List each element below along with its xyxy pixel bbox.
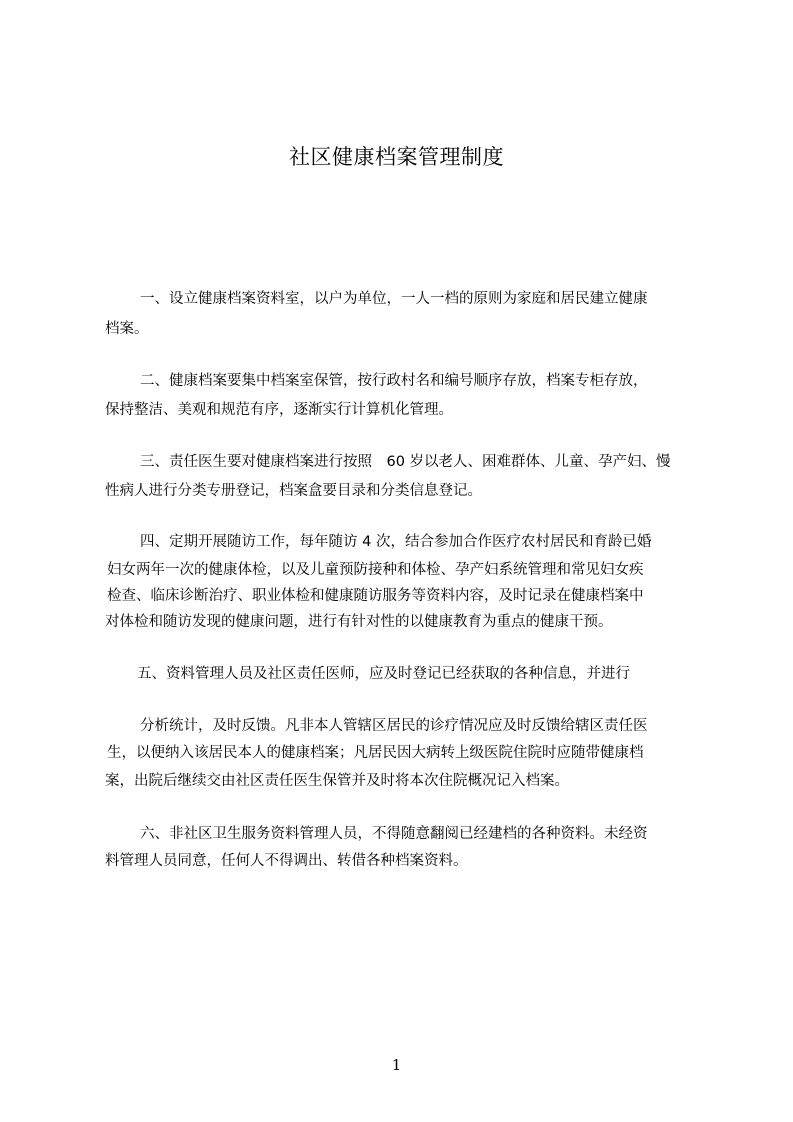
paragraph-4-line-2: 妇女两年一次的健康体检，以及儿童预防接种和体检、孕产妇系统管理和常见妇女疾 (107, 562, 644, 578)
paragraph-2-line-2: 保持整洁、美观和规范有序，逐渐实行计算机化管理。 (105, 402, 453, 418)
paragraph-3-line-1: 三、责任医生要对健康档案进行按照 60 岁以老人、困难群体、儿童、孕产妇、慢 (140, 454, 671, 470)
paragraph-4-line-4: 对体检和随访发现的健康问题，进行有针对性的以健康教育为重点的健康干预。 (105, 614, 613, 630)
paragraph-5-cont-line-3: 案，出院后继续交由社区责任医生保管并及时将本次住院概况记入档案。 (105, 773, 569, 789)
page-number: 1 (391, 1056, 402, 1074)
paragraph-6-line-1: 六、非社区卫生服务资料管理人员，不得随意翻阅已经建档的各种资料。未经资 (140, 826, 648, 842)
paragraph-6-line-2: 料管理人员同意，任何人不得调出、转借各种档案资料。 (105, 853, 468, 869)
paragraph-5-cont-line-2: 生，以便纳入该居民本人的健康档案；凡居民因大病转上级医院住院时应随带健康档 (107, 745, 644, 761)
paragraph-1-line-1: 一、设立健康档案资料室，以户为单位，一人一档的原则为家庭和居民建立健康 (140, 291, 648, 307)
paragraph-3-line-2: 性病人进行分类专册登记，档案盒要目录和分类信息登记。 (105, 483, 482, 499)
paragraph-2-line-1: 二、健康档案要集中档案室保管，按行政村名和编号顺序存放，档案专柜存放， (140, 373, 648, 389)
document-title: 社区健康档案管理制度 (289, 145, 504, 169)
paragraph-4-line-1: 四、定期开展随访工作，每年随访 4 次，结合参加合作医疗农村居民和育龄已婚 (140, 534, 652, 550)
paragraph-5-cont-line-1: 分析统计，及时反馈。凡非本人管辖区居民的诊疗情况应及时反馈给辖区责任医 (140, 718, 648, 734)
paragraph-1-line-2: 档案。 (105, 321, 149, 337)
paragraph-4-line-3: 检查、临床诊断治疗、职业体检和健康随访服务等资料内容，及时记录在健康档案中 (107, 588, 644, 604)
paragraph-5-line-1: 五、资料管理人员及社区责任医师，应及时登记已经获取的各种信息，并进行 (137, 666, 630, 682)
